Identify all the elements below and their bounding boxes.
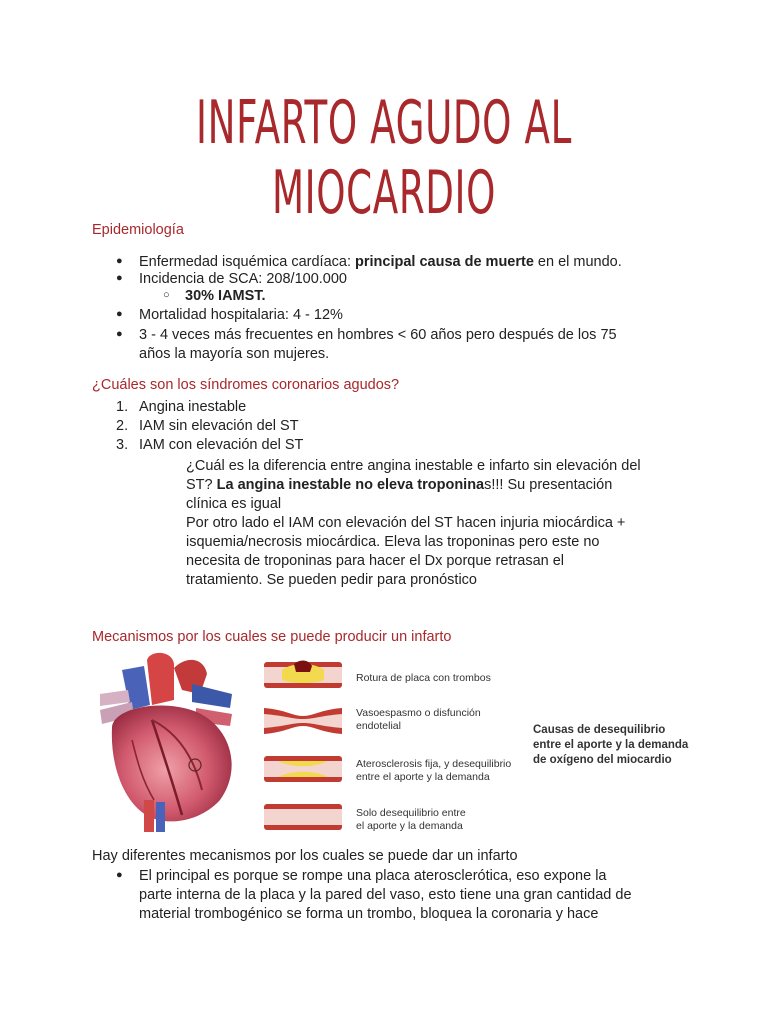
- list-item: 30% IAMST.: [185, 288, 266, 304]
- bullet-icon: ●: [116, 255, 123, 267]
- list-item: IAM con elevación del ST: [139, 437, 304, 453]
- figure-label: Aterosclerosis fija, y desequilibrio: [356, 758, 512, 770]
- figure-label: entre el aporte y la demanda: [356, 771, 490, 783]
- list-item-continuation: años la mayoría son mujeres.: [139, 346, 330, 362]
- list-number: 2.: [116, 418, 129, 434]
- list-item: Incidencia de SCA: 208/100.000: [139, 271, 347, 287]
- figure-label: Vasoespasmo o disfunción: [356, 707, 481, 719]
- bullet-icon: ●: [116, 272, 123, 284]
- figure-label: el aporte y la demanda: [356, 820, 463, 832]
- paragraph-line: Hay diferentes mecanismos por los cuales se puede dar un infarto: [92, 848, 518, 864]
- bullet-icon: ●: [116, 869, 123, 881]
- bullet-icon: ●: [116, 308, 123, 320]
- list-number: 3.: [116, 437, 129, 453]
- paragraph-line: tratamiento. Se pueden pedir para pronóstico: [186, 572, 477, 588]
- list-number: 1.: [116, 399, 129, 415]
- paragraph-line: isquemia/necrosis miocárdica. Eleva las troponinas pero este no: [186, 534, 600, 550]
- heart-illustration: [92, 650, 242, 832]
- artery-diagrams: [262, 650, 344, 841]
- document-title: INFARTO AGUDO AL MIOCARDIO: [196, 88, 572, 228]
- circle-bullet-icon: ○: [163, 289, 170, 301]
- artery-plaque-rupture-icon: [264, 660, 342, 688]
- artery-imbalance-icon: [264, 804, 342, 830]
- paragraph-line: ¿Cuál es la diferencia entre angina inestable e infarto sin elevación del: [186, 458, 641, 474]
- artery-atherosclerosis-icon: [264, 756, 342, 782]
- figure-label: Solo desequilibrio entre: [356, 807, 466, 819]
- paragraph-line: Por otro lado el IAM con elevación del ST hacen injuria miocárdica +: [186, 515, 626, 531]
- bullet-icon: ●: [116, 328, 123, 340]
- paragraph-line: necesita de troponinas para hacer el Dx porque retrasan el: [186, 553, 565, 569]
- list-item-continuation: parte interna de la placa y la pared del vaso, esto tiene una gran cantidad de: [139, 887, 632, 903]
- heading-epidemiologia: Epidemiología: [92, 222, 184, 238]
- list-item-continuation: material trombogénico se forma un trombo, bloquea la coronaria y hace: [139, 906, 599, 922]
- figure-causes-caption: Causas de desequilibrio entre el aporte y la demanda de oxígeno del miocardio: [533, 724, 689, 766]
- list-item: Mortalidad hospitalaria: 4 - 12%: [139, 307, 343, 323]
- heading-sindromes: ¿Cuáles son los síndromes coronarios agudos?: [92, 377, 400, 393]
- artery-vasospasm-icon: [264, 708, 342, 734]
- list-item: Angina inestable: [139, 399, 247, 415]
- figure-label: Rotura de placa con trombos: [356, 672, 491, 684]
- list-item: IAM sin elevación del ST: [139, 418, 299, 434]
- list-item: 3 - 4 veces más frecuentes en hombres < 60 años pero después de los 75: [139, 327, 617, 343]
- heading-mecanismos: Mecanismos por los cuales se puede producir un infarto: [92, 629, 452, 645]
- list-item: El principal es porque se rompe una placa aterosclerótica, eso expone la: [139, 868, 607, 884]
- figure-label: endotelial: [356, 720, 401, 732]
- list-item: Enfermedad isquémica cardíaca: principal causa de muerte en el mundo.: [139, 254, 622, 270]
- paragraph-line: clínica es igual: [186, 496, 282, 512]
- paragraph-line: ST? La angina inestable no eleva troponinas!!! Su presentación: [186, 477, 613, 493]
